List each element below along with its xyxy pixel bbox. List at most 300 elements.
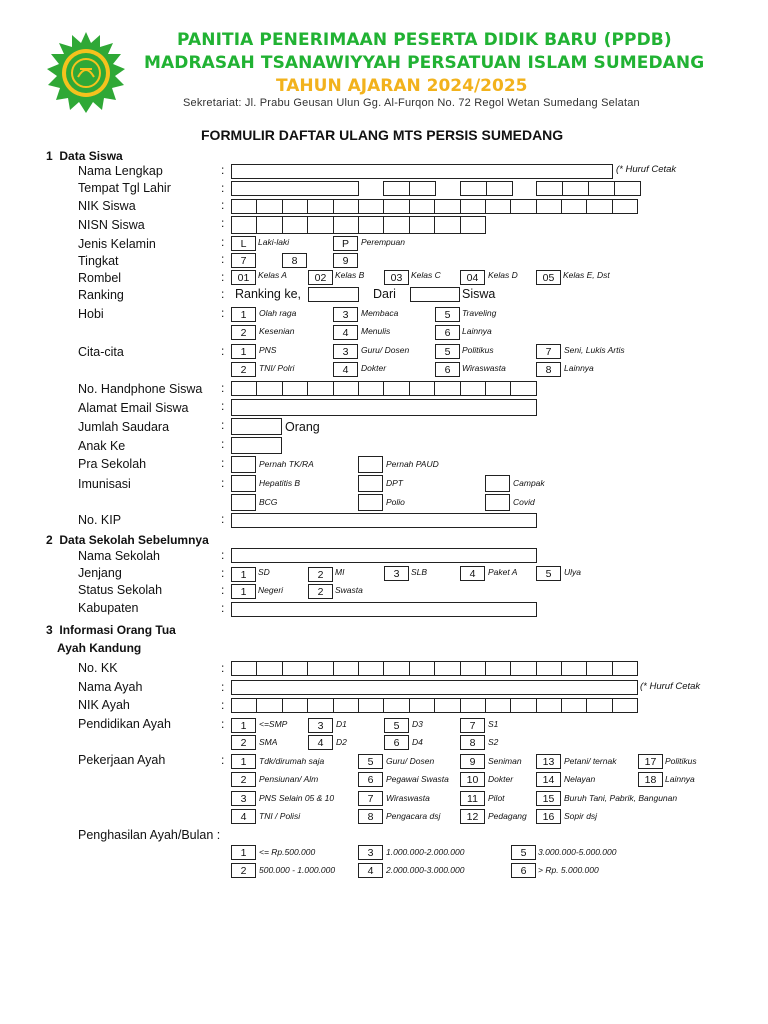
penghasilan-option-label: 1.000.000-2.000.000 [386,847,465,857]
imunisasi-option-label: Polio [386,497,405,507]
label-no-hp: No. Handphone Siswa [78,382,203,396]
email-field[interactable] [231,399,537,416]
digit-cell[interactable] [587,199,612,214]
hobi-option-label: Traveling [462,308,497,318]
digit-cell[interactable] [587,698,612,713]
digit-cell[interactable] [359,216,384,234]
hobi-option-label: Olah raga [259,308,297,318]
pendidikan-option-box[interactable]: 7 [460,718,485,733]
pendidikan-option-label: D2 [336,737,347,747]
digit-cell[interactable] [384,199,409,214]
label-imunisasi: Imunisasi [78,477,131,491]
digit-cell[interactable] [232,698,257,713]
pendidikan-option-box[interactable]: 3 [308,718,333,733]
digit-cell[interactable] [257,199,282,214]
colon: : [221,270,225,284]
rombel-option-box[interactable]: 05 [536,270,561,285]
status-sekolah-option-box[interactable]: 2 [308,584,333,599]
rombel-option-label: Kelas E, Dst [563,270,610,280]
digit-cell[interactable] [461,199,486,214]
nik-siswa-cells[interactable] [231,199,638,214]
pekerjaan-option-box[interactable]: 7 [358,791,383,806]
colon: : [221,418,225,432]
pekerjaan-option-label: Pensiunan/ Alm [259,774,319,784]
label-hobi: Hobi [78,307,104,321]
pekerjaan-option-label: Tdk/dirumah saja [259,756,325,766]
label-email: Alamat Email Siswa [78,401,189,415]
digit-cell[interactable] [283,381,308,396]
pekerjaan-option-box[interactable]: 15 [536,791,561,806]
digit-cell[interactable] [283,698,308,713]
digit-cell[interactable] [334,199,359,214]
label-ranking: Ranking [78,288,124,302]
rombel-option-box[interactable]: 02 [308,270,333,285]
no-hp-cells[interactable] [231,381,537,396]
header-line-1: PANITIA PENERIMAAN PESERTA DIDIK BARU (PPDB) [177,30,672,50]
label-anak-ke: Anak Ke [78,439,126,453]
digit-cell[interactable] [410,698,435,713]
digit-cell[interactable] [486,199,511,214]
section-number: 2 [46,533,53,547]
colon: : [221,344,225,358]
header-year: TAHUN AJARAN 2024/2025 [276,76,528,96]
imunisasi-checkbox[interactable] [231,475,256,492]
pekerjaan-option-label: Lainnya [665,774,695,784]
colon: : [221,583,225,597]
pekerjaan-option-label: Pilot [488,793,505,803]
pekerjaan-option-label: Nelayan [564,774,596,784]
jumlah-saudara-unit: Orang [285,420,320,434]
header-address: Sekretariat: Jl. Prabu Geusan Ulun Gg. Al-Furqon No. 72 Regol Wetan Sumedang Selatan [183,97,640,109]
pekerjaan-option-label: Dokter [488,774,514,784]
digit-cell[interactable] [461,661,486,676]
penghasilan-option-box[interactable]: 6 [511,863,536,878]
cita-option-label: TNI/ Polri [259,363,295,373]
cita-option-label: Guru/ Dosen [361,345,410,355]
cita-option-box[interactable]: 1 [231,344,256,359]
digit-cell[interactable] [435,661,460,676]
digit-cell[interactable] [461,698,486,713]
label-nik-ayah: NIK Ayah [78,698,130,712]
digit-cell[interactable] [435,216,460,234]
huruf-cetak-note: (* Huruf Cetak [616,164,677,175]
digit-cell[interactable] [537,698,562,713]
colon: : [221,456,225,470]
imunisasi-option-label: DPT [386,478,403,488]
pendidikan-option-label: <=SMP [259,719,288,729]
digit-cell[interactable] [334,216,359,234]
digit-cell[interactable] [308,199,333,214]
huruf-cetak-note: (* Huruf Cetak [640,681,701,692]
pendidikan-option-box[interactable]: 6 [384,735,409,750]
cita-option-label: PNS [259,345,277,355]
label-no-kip: No. KIP [78,513,122,527]
cita-option-label: Wiraswasta [462,363,506,373]
pekerjaan-option-box[interactable]: 10 [460,772,485,787]
tingkat-option-box[interactable]: 9 [333,253,358,268]
colon: : [221,717,225,731]
penghasilan-option-box[interactable]: 5 [511,845,536,860]
digit-cell[interactable] [384,698,409,713]
status-sekolah-option-label: Negeri [258,585,284,595]
imunisasi-checkbox[interactable] [485,494,510,511]
digit-cell[interactable] [486,698,511,713]
colon: : [221,476,225,490]
colon: : [221,163,225,177]
digit-cell[interactable] [613,199,638,214]
pekerjaan-option-box[interactable]: 13 [536,754,561,769]
colon: : [221,601,225,615]
jk-option-box[interactable]: P [333,236,358,251]
colon: : [221,698,225,712]
section-label: Data Siswa [59,149,123,163]
digit-cell[interactable] [359,381,384,396]
penghasilan-option-label: <= Rp.500.000 [259,847,316,857]
pekerjaan-option-box[interactable]: 9 [460,754,485,769]
pekerjaan-option-box[interactable]: 16 [536,809,561,824]
pendidikan-option-label: S2 [488,737,499,747]
colon: : [221,181,225,195]
pekerjaan-option-box[interactable]: 3 [231,791,256,806]
section-number: 1 [46,149,53,163]
colon: : [221,512,225,526]
digit-cell[interactable] [359,199,384,214]
label-tingkat: Tingkat [78,254,119,268]
digit-cell[interactable] [537,199,562,214]
cita-option-label: Politikus [462,345,494,355]
label-no-kk: No. KK [78,661,118,675]
pendidikan-option-box[interactable]: 2 [231,735,256,750]
cita-option-box[interactable]: 6 [435,362,460,377]
jenjang-option-label: Ulya [564,567,582,577]
jenjang-option-label: MI [335,567,345,577]
digit-cell[interactable] [410,661,435,676]
digit-cell[interactable] [283,199,308,214]
jenjang-option-box[interactable]: 5 [536,566,561,581]
pekerjaan-option-label: Wiraswasta [386,793,430,803]
digit-cell[interactable] [613,698,638,713]
digit-cell[interactable] [232,199,257,214]
jenjang-option-box[interactable]: 2 [308,567,333,582]
pekerjaan-option-box[interactable]: 4 [231,809,256,824]
digit-cell[interactable] [334,661,359,676]
form-title: FORMULIR DAFTAR ULANG MTS PERSIS SUMEDANG [201,127,564,143]
tanggal-lahir-cells[interactable] [383,181,436,196]
nama-sekolah-field[interactable] [231,548,537,563]
bulan-lahir-cells[interactable] [460,181,513,196]
pekerjaan-option-label: Pegawai Swasta [386,774,449,784]
pekerjaan-option-box[interactable]: 11 [460,791,485,806]
ppdb-logo-icon [44,31,128,115]
digit-cell[interactable] [384,216,409,234]
label-jenis-kelamin: Jenis Kelamin [78,237,156,251]
section-2-title [46,533,209,547]
hobi-option-label: Menulis [361,326,391,336]
colon: : [221,399,225,413]
digit-cell[interactable] [486,381,511,396]
pendidikan-option-label: D4 [412,737,423,747]
header-line-2: MADRASAH TSANAWIYYAH PERSATUAN ISLAM SUMEDANG [144,53,705,73]
colon: : [221,661,225,675]
pendidikan-option-box[interactable]: 4 [308,735,333,750]
pekerjaan-option-box[interactable]: 18 [638,772,663,787]
label-rombel: Rombel [78,271,122,285]
digit-cell[interactable] [435,381,460,396]
label-nama-lengkap: Nama Lengkap [78,164,163,178]
pra-sekolah-option-label: Pernah TK/RA [259,459,314,469]
pendidikan-option-label: D3 [412,719,423,729]
penghasilan-option-box[interactable]: 2 [231,863,256,878]
cita-option-box[interactable]: 3 [333,344,358,359]
section-label: Informasi Orang Tua [59,623,176,637]
pendidikan-option-box[interactable]: 8 [460,735,485,750]
ranking-suffix: Siswa [462,287,496,301]
imunisasi-option-label: Campak [513,478,545,488]
digit-cell[interactable] [232,381,257,396]
hobi-option-box[interactable]: 6 [435,325,460,340]
nama-ayah-field[interactable] [231,680,638,695]
digit-cell[interactable] [308,216,333,234]
rombel-option-label: Kelas A [258,270,287,280]
digit-cell[interactable] [334,381,359,396]
digit-cell[interactable] [232,216,257,234]
digit-cell[interactable] [511,698,536,713]
digit-cell[interactable] [257,216,282,234]
digit-cell[interactable] [511,381,536,396]
digit-cell[interactable] [308,698,333,713]
pekerjaan-option-label: TNI / Polisi [259,811,301,821]
pekerjaan-option-box[interactable]: 2 [231,772,256,787]
digit-cell[interactable] [613,661,638,676]
nama-lengkap-field[interactable] [231,164,613,179]
jenjang-option-box[interactable]: 3 [384,566,409,581]
digit-cell[interactable] [384,381,409,396]
hobi-option-label: Kesenian [259,326,295,336]
digit-cell[interactable] [537,661,562,676]
status-sekolah-option-label: Swasta [335,585,363,595]
hobi-option-box[interactable]: 4 [333,325,358,340]
jenjang-option-box[interactable]: 4 [460,566,485,581]
imunisasi-checkbox[interactable] [231,494,256,511]
colon: : [221,198,225,212]
pendidikan-option-label: D1 [336,719,347,729]
digit-cell[interactable] [283,216,308,234]
jumlah-saudara-field[interactable] [231,418,282,435]
penghasilan-option-box[interactable]: 3 [358,845,383,860]
label-status-sekolah: Status Sekolah [78,583,163,597]
digit-cell[interactable] [308,381,333,396]
penghasilan-option-box[interactable]: 1 [231,845,256,860]
digit-cell[interactable] [308,661,333,676]
digit-cell[interactable] [562,661,587,676]
pekerjaan-option-label: Pedagang [488,811,527,821]
pendidikan-option-box[interactable]: 1 [231,718,256,733]
nik-ayah-cells[interactable] [231,698,638,713]
pra-sekolah-option-label: Pernah PAUD [386,459,439,469]
digit-cell[interactable] [257,698,282,713]
jenjang-option-label: Paket A [488,567,518,577]
label-pra-sekolah: Pra Sekolah [78,457,147,471]
jk-option-box[interactable]: L [231,236,256,251]
digit-cell[interactable] [435,199,460,214]
pekerjaan-option-label: Politikus [665,756,697,766]
pekerjaan-option-box[interactable]: 8 [358,809,383,824]
imunisasi-checkbox[interactable] [485,475,510,492]
label-nik-siswa: NIK Siswa [78,199,136,213]
colon: : [221,235,225,249]
pekerjaan-option-label: Sopir dsj [564,811,598,821]
ranking-prefix: Ranking ke, [235,287,302,301]
label-nama-sekolah: Nama Sekolah [78,549,160,563]
digit-cell[interactable] [562,199,587,214]
digit-cell[interactable] [410,216,435,234]
tingkat-option-box[interactable]: 7 [231,253,256,268]
pekerjaan-option-box[interactable]: 12 [460,809,485,824]
digit-cell[interactable] [232,661,257,676]
rombel-option-box[interactable]: 03 [384,270,409,285]
pendidikan-option-label: SMA [259,737,278,747]
status-sekolah-option-box[interactable]: 1 [231,584,256,599]
digit-cell[interactable] [511,199,536,214]
digit-cell[interactable] [410,381,435,396]
jk-option-label: Perempuan [361,237,405,247]
penghasilan-option-label: 500.000 - 1.000.000 [259,865,336,875]
rombel-option-box[interactable]: 04 [460,270,485,285]
cita-option-label: Lainnya [564,363,594,373]
cita-option-box[interactable]: 2 [231,362,256,377]
tingkat-option-box[interactable]: 8 [282,253,307,268]
no-kip-field[interactable] [231,513,537,528]
colon: : [221,548,225,562]
imunisasi-checkbox[interactable] [358,475,383,492]
label-jumlah-saudara: Jumlah Saudara [78,420,170,434]
label-penghasilan-ayah: Penghasilan Ayah/Bulan : [78,828,221,842]
ranking-total-field[interactable] [410,287,460,302]
section-3-title [46,623,176,637]
penghasilan-option-label: 2.000.000-3.000.000 [386,865,465,875]
rombel-option-box[interactable]: 01 [231,270,256,285]
imunisasi-checkbox[interactable] [358,494,383,511]
imunisasi-option-label: Hepatitis B [259,478,301,488]
pekerjaan-option-label: Seniman [488,756,522,766]
digit-cell[interactable] [461,216,486,234]
digit-cell[interactable] [486,661,511,676]
digit-cell[interactable] [359,661,384,676]
hobi-option-box[interactable]: 5 [435,307,460,322]
label-jenjang: Jenjang [78,566,122,580]
digit-cell[interactable] [257,661,282,676]
pekerjaan-option-box[interactable]: 5 [358,754,383,769]
cita-option-box[interactable]: 7 [536,344,561,359]
pekerjaan-option-label: Buruh Tani, Pabrik, Bangunan [564,793,678,803]
digit-cell[interactable] [587,661,612,676]
digit-cell[interactable] [461,381,486,396]
pendidikan-option-label: S1 [488,719,499,729]
pekerjaan-option-label: Pengacara dsj [386,811,441,821]
digit-cell[interactable] [410,199,435,214]
jenjang-option-box[interactable]: 1 [231,567,256,582]
colon: : [221,381,225,395]
pra-sekolah-checkbox[interactable] [231,456,256,473]
rombel-option-label: Kelas D [488,270,518,280]
tempat-lahir-field[interactable] [231,181,359,196]
pekerjaan-option-box[interactable]: 6 [358,772,383,787]
colon: : [221,306,225,320]
cita-option-box[interactable]: 4 [333,362,358,377]
colon: : [221,680,225,694]
nisn-siswa-cells[interactable] [231,216,486,234]
hobi-option-box[interactable]: 1 [231,307,256,322]
label-nama-ayah: Nama Ayah [78,680,143,694]
digit-cell[interactable] [562,698,587,713]
hobi-option-label: Membaca [361,308,399,318]
cita-option-label: Dokter [361,363,387,373]
imunisasi-option-label: Covid [513,497,535,507]
jk-option-label: Laki-laki [258,237,290,247]
digit-cell[interactable] [511,661,536,676]
label-pekerjaan-ayah: Pekerjaan Ayah [78,753,166,767]
subsection-ayah-kandung: Ayah Kandung [57,641,142,655]
digit-cell[interactable] [334,698,359,713]
digit-cell[interactable] [257,381,282,396]
digit-cell[interactable] [283,661,308,676]
pekerjaan-option-label: Guru/ Dosen [386,756,435,766]
ranking-field[interactable] [308,287,359,302]
anak-ke-field[interactable] [231,437,282,454]
cita-option-label: Seni, Lukis Artis [564,345,625,355]
pendidikan-option-box[interactable]: 5 [384,718,409,733]
label-ttl: Tempat Tgl Lahir [78,181,171,195]
jenjang-option-label: SLB [411,567,428,577]
colon: : [221,216,225,230]
rombel-option-label: Kelas C [411,270,441,280]
label-pendidikan-ayah: Pendidikan Ayah [78,717,171,731]
jenjang-option-label: SD [258,567,270,577]
label-cita-cita: Cita-cita [78,345,124,359]
ranking-mid: Dari [373,287,396,301]
section-label: Data Sekolah Sebelumnya [59,533,209,547]
pra-sekolah-checkbox[interactable] [358,456,383,473]
hobi-option-box[interactable]: 3 [333,307,358,322]
pekerjaan-option-label: Petani/ ternak [564,756,617,766]
penghasilan-option-label: 3.000.000-5.000.000 [538,847,617,857]
no-kk-cells[interactable] [231,661,638,676]
cita-option-box[interactable]: 8 [536,362,561,377]
colon: : [221,753,225,767]
digit-cell[interactable] [384,661,409,676]
kabupaten-field[interactable] [231,602,537,617]
colon: : [221,566,225,580]
hobi-option-box[interactable]: 2 [231,325,256,340]
pekerjaan-option-box[interactable]: 14 [536,772,561,787]
cita-option-box[interactable]: 5 [435,344,460,359]
rombel-option-label: Kelas B [335,270,365,280]
pekerjaan-option-box[interactable]: 1 [231,754,256,769]
tahun-lahir-cells[interactable] [536,181,641,196]
digit-cell[interactable] [359,698,384,713]
colon: : [221,287,225,301]
penghasilan-option-label: > Rp. 5.000.000 [538,865,599,875]
digit-cell[interactable] [435,698,460,713]
penghasilan-option-box[interactable]: 4 [358,863,383,878]
label-kabupaten: Kabupaten [78,601,139,615]
colon: : [221,437,225,451]
colon: : [221,252,225,266]
pekerjaan-option-label: PNS Selain 05 & 10 [259,793,335,803]
hobi-option-label: Lainnya [462,326,492,336]
pekerjaan-option-box[interactable]: 17 [638,754,663,769]
label-nisn-siswa: NISN Siswa [78,218,145,232]
